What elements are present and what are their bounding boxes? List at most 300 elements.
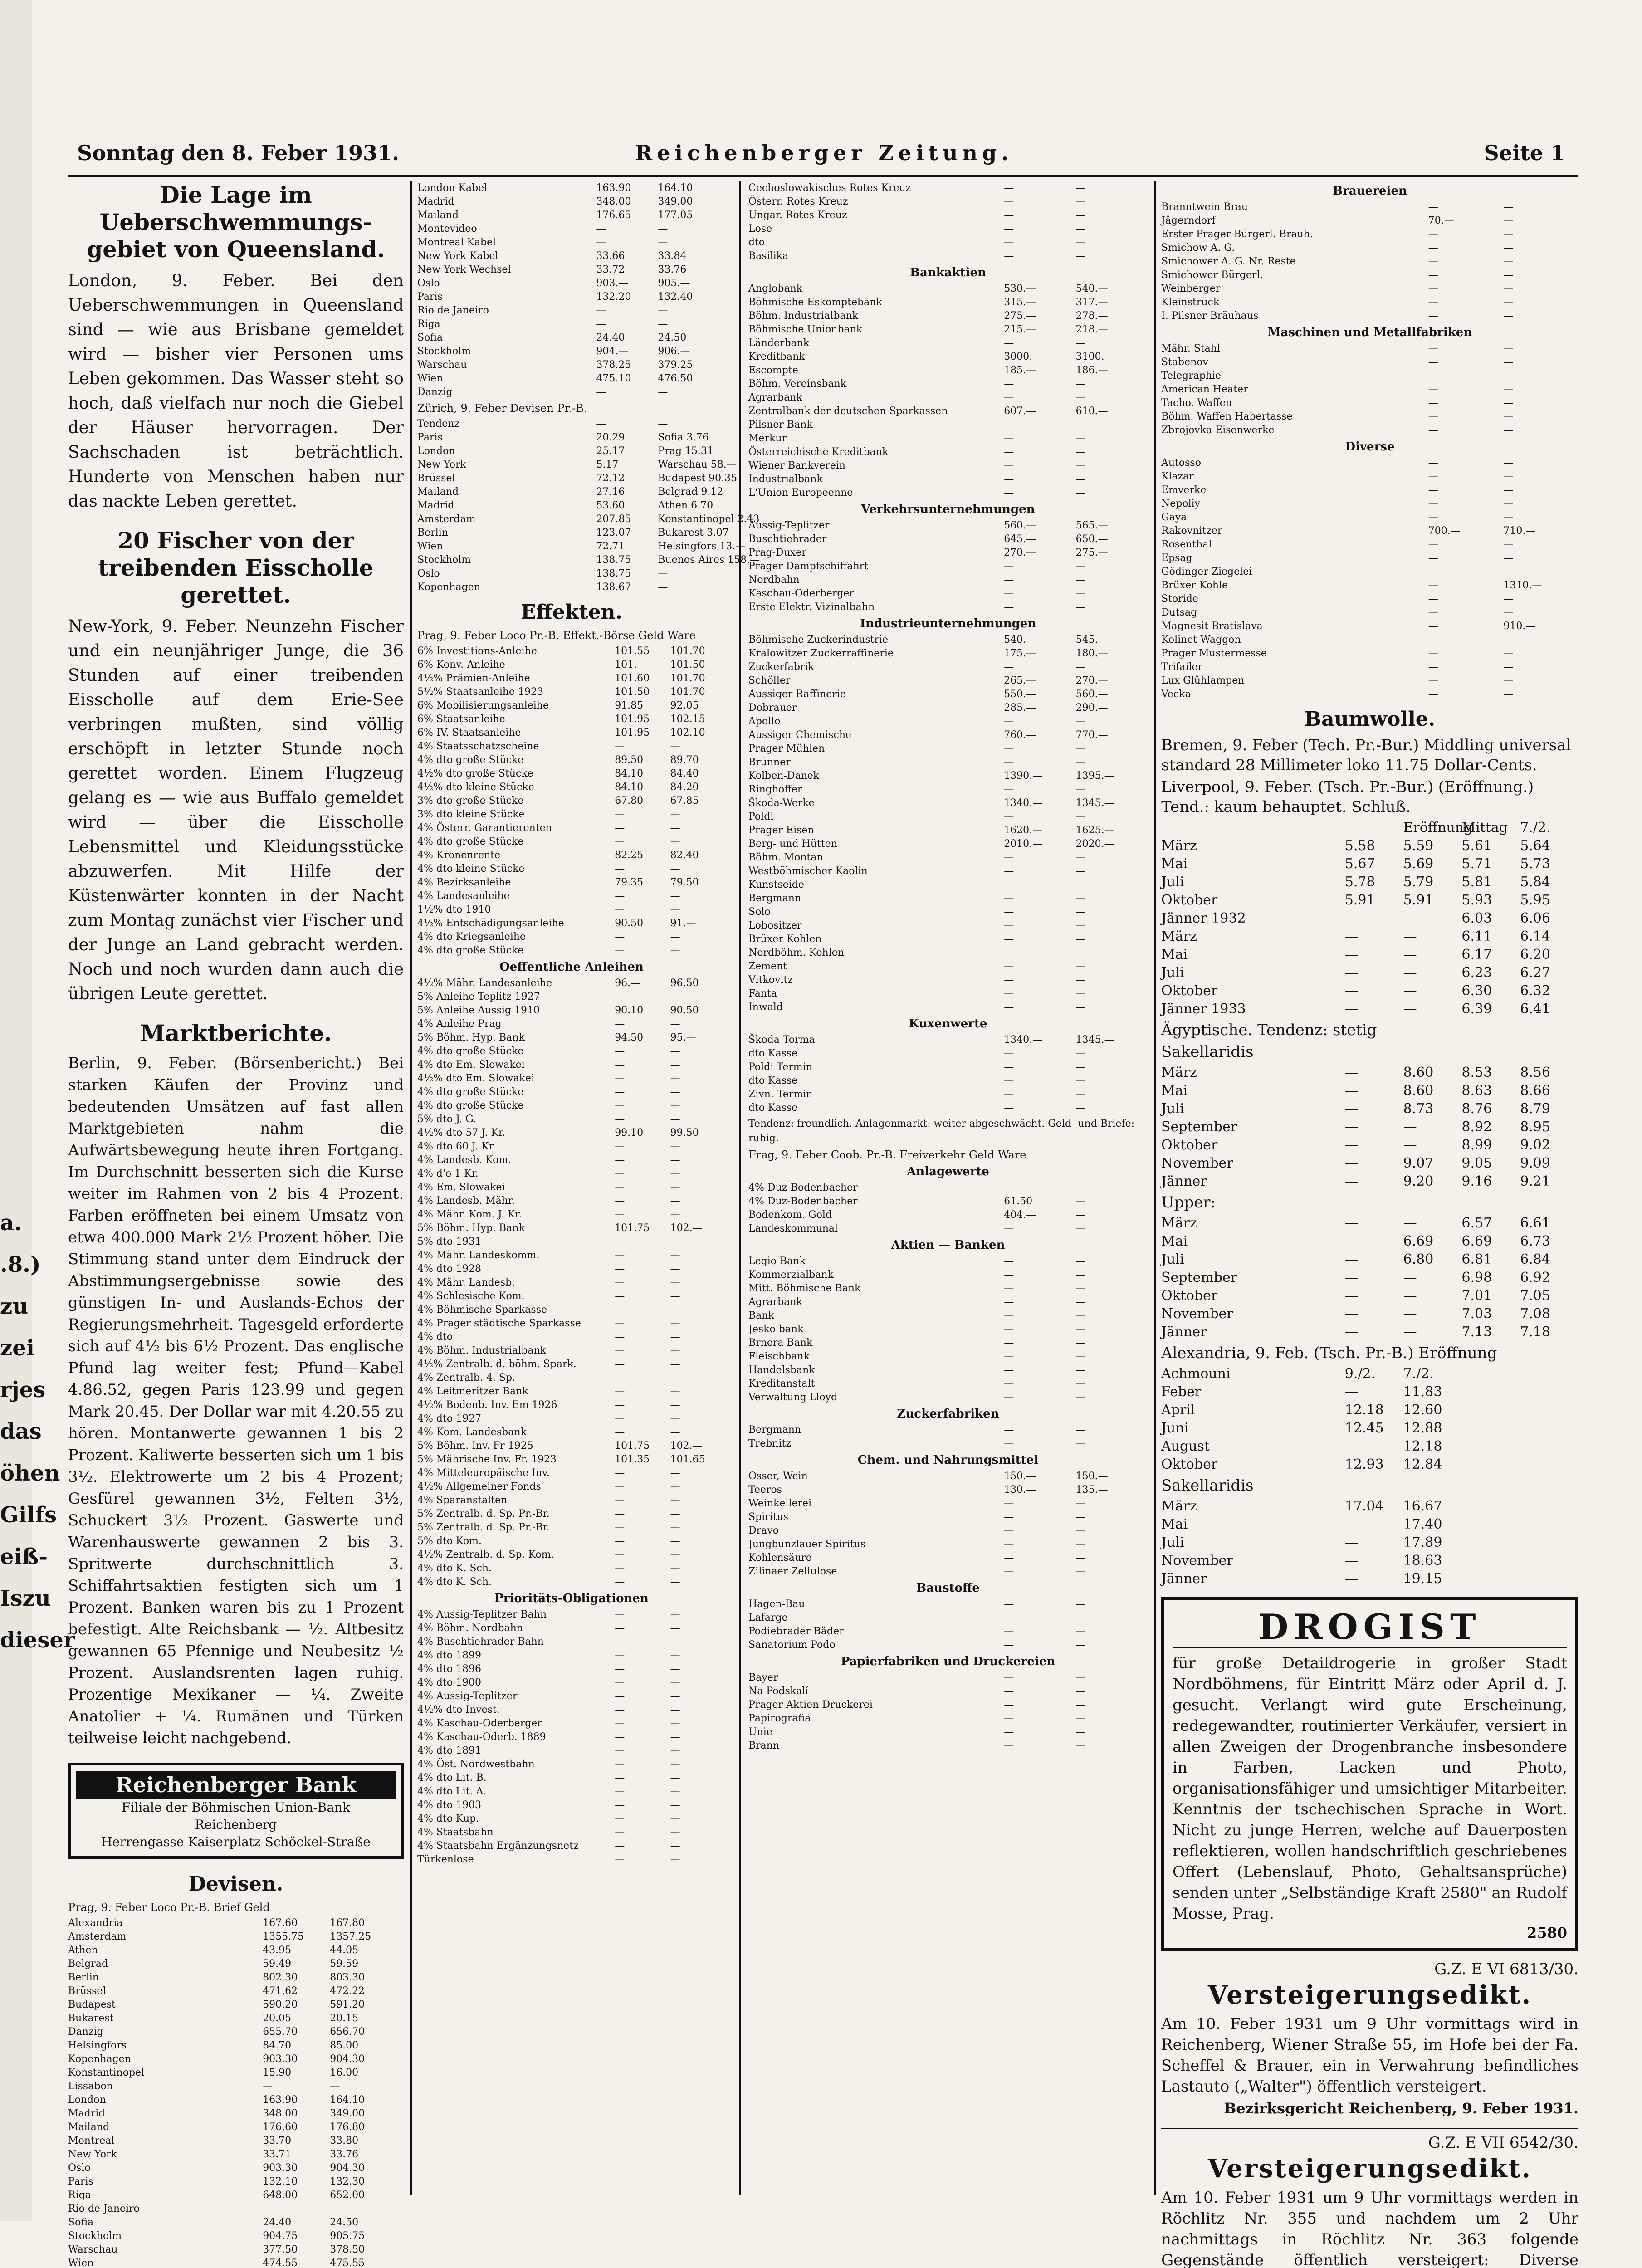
table-row xyxy=(417,1575,726,1589)
row-value: 6.23 xyxy=(1461,965,1492,981)
row-label: Bukarest xyxy=(68,2013,114,2024)
row-value: — xyxy=(615,890,625,902)
row-value: 1357.25 xyxy=(330,1931,371,1942)
row-value: 378.50 xyxy=(330,2244,365,2255)
margin-fragment: dieser xyxy=(0,1628,75,1653)
table-row xyxy=(1161,1154,1578,1173)
row-value: — xyxy=(1075,865,1086,877)
row-label: Mailand xyxy=(417,210,459,221)
table-row xyxy=(417,553,760,567)
row-value: — xyxy=(1428,471,1438,482)
row-value: 565.— xyxy=(1075,520,1108,531)
table-row xyxy=(417,1085,726,1099)
row-value: 12.88 xyxy=(1403,1420,1442,1436)
row-value: 317.— xyxy=(1075,297,1108,308)
table-row xyxy=(748,960,1148,973)
row-value: — xyxy=(1075,1089,1086,1100)
row-label: April xyxy=(1161,1402,1195,1418)
row-value: — xyxy=(1075,1438,1086,1449)
row-label: dto Kasse xyxy=(748,1048,798,1059)
row-label: Ungar. Rotes Kreuz xyxy=(748,210,847,221)
row-value: — xyxy=(1075,561,1086,572)
row-value: — xyxy=(615,1522,625,1533)
row-value: — xyxy=(670,1854,680,1865)
table-row xyxy=(417,195,726,209)
table-row xyxy=(748,432,1148,445)
row-label: Montreal Kabel xyxy=(417,237,496,248)
row-value: — xyxy=(658,305,668,316)
row-value: — xyxy=(1004,1525,1014,1536)
row-value: — xyxy=(670,1018,680,1030)
row-label: 6% Staatsanleihe xyxy=(417,714,505,725)
margin-fragment: öhen xyxy=(0,1461,60,1486)
row-value: 67.80 xyxy=(615,795,644,807)
row-value: — xyxy=(615,1759,625,1770)
row-value: — xyxy=(615,1154,625,1166)
table-row xyxy=(417,1758,726,1771)
row-value: — xyxy=(615,1086,625,1098)
table-row xyxy=(68,2066,404,2080)
row-value: 560.— xyxy=(1004,520,1036,531)
column-head: Mittag xyxy=(1461,820,1508,836)
table-row xyxy=(1161,1401,1578,1419)
row-value: 348.00 xyxy=(263,2108,298,2119)
row-value: — xyxy=(1004,757,1014,768)
row-label: 4% Staatsbahn xyxy=(417,1827,494,1838)
table-row xyxy=(748,364,1148,377)
row-value: — xyxy=(1075,1639,1086,1651)
row-value: — xyxy=(615,1236,625,1247)
row-value: — xyxy=(1004,1002,1014,1013)
row-value: — xyxy=(670,1508,680,1520)
row-value: — xyxy=(1503,498,1514,509)
margin-fragment: rjes xyxy=(0,1377,46,1403)
row-label: Na Podskalí xyxy=(748,1686,809,1697)
table-row xyxy=(1161,511,1578,524)
row-value: 167.60 xyxy=(263,1917,298,1929)
row-value: — xyxy=(1503,675,1514,686)
table-header: Zürich, 9. Feber Devisen Pr.-B. xyxy=(417,402,587,415)
row-value: 1345.— xyxy=(1075,797,1114,809)
row-value: 6.11 xyxy=(1461,929,1492,944)
row-value: 138.75 xyxy=(596,554,631,566)
row-label: 3% dto kleine Stücke xyxy=(417,809,525,820)
row-value: 8.56 xyxy=(1520,1065,1550,1080)
row-label: Fleischbank xyxy=(748,1351,810,1362)
row-value: — xyxy=(1004,460,1014,471)
row-label: 4% dto große Stücke xyxy=(417,754,524,766)
table-row xyxy=(417,1412,726,1426)
row-value: — xyxy=(1344,1173,1359,1189)
row-value: — xyxy=(1075,1539,1086,1550)
ad-number: 2580 xyxy=(1526,1924,1567,1941)
row-value: — xyxy=(1004,893,1014,904)
row-value: 1340.— xyxy=(1004,1034,1043,1046)
table-row xyxy=(1161,524,1578,538)
row-value: — xyxy=(1004,1566,1014,1577)
row-value: — xyxy=(1344,1137,1359,1153)
row-label: Dutsag xyxy=(1161,607,1197,618)
row-label: 4% Aussig-Teplitzer Bahn xyxy=(417,1609,547,1620)
row-value: — xyxy=(1004,906,1014,918)
row-value: — xyxy=(1503,343,1514,354)
table-row xyxy=(748,1377,1148,1391)
row-label: Böhm. Waffen Habertasse xyxy=(1161,411,1293,422)
row-value: 91.— xyxy=(670,918,696,929)
table-row xyxy=(748,905,1148,919)
row-value: — xyxy=(596,237,606,248)
table-row xyxy=(68,2012,404,2025)
row-value: 12.18 xyxy=(1344,1402,1384,1418)
row-label: Kolben-Danek xyxy=(748,770,820,782)
row-value: — xyxy=(670,741,680,752)
row-value: — xyxy=(1344,983,1359,999)
row-value: — xyxy=(670,1073,680,1084)
row-value: — xyxy=(658,223,668,235)
table-row xyxy=(1161,255,1578,269)
row-label: Smichower Bürgerl. xyxy=(1161,269,1263,281)
table-subhead: Kuxenwerte xyxy=(909,1017,987,1031)
table-row xyxy=(748,1364,1148,1377)
row-value: — xyxy=(1344,1065,1359,1080)
row-value: 102.10 xyxy=(670,727,705,738)
row-value: 176.80 xyxy=(330,2121,365,2133)
row-value: — xyxy=(615,1209,625,1220)
row-value: — xyxy=(1428,661,1438,673)
margin-fragment: das xyxy=(0,1419,42,1444)
row-label: 4% dto 60 J. Kr. xyxy=(417,1141,496,1152)
row-value: 5.91 xyxy=(1344,892,1375,908)
table-row xyxy=(68,1957,404,1971)
row-value: 7.13 xyxy=(1461,1324,1492,1340)
row-value: — xyxy=(1004,1392,1014,1403)
row-label: 4% dto 1928 xyxy=(417,1263,482,1275)
row-value: 5.91 xyxy=(1403,892,1434,908)
table-row xyxy=(1161,228,1578,241)
table-row xyxy=(417,1317,726,1330)
row-value: — xyxy=(1503,512,1514,523)
row-label: Böhm. Industrialbank xyxy=(748,310,859,322)
table-row xyxy=(417,1548,726,1562)
margin-fragment: eiß- xyxy=(0,1544,48,1569)
table-row xyxy=(417,581,726,594)
row-value: — xyxy=(1428,484,1438,496)
row-label: Montevideo xyxy=(417,223,477,235)
row-label: 5% dto Kom. xyxy=(417,1535,482,1547)
row-label: 4% dto 1900 xyxy=(417,1677,482,1688)
table-row xyxy=(1161,497,1578,511)
table-row xyxy=(1161,282,1578,296)
row-value: — xyxy=(1428,675,1438,686)
row-label: März xyxy=(1161,929,1197,944)
row-label: Trebnitz xyxy=(748,1438,791,1449)
row-label: 4% Kaschau-Oderberger xyxy=(417,1718,542,1729)
row-value: — xyxy=(1075,433,1086,444)
table-row xyxy=(1161,1437,1578,1456)
row-label: Oslo xyxy=(417,568,440,579)
row-label: 4½% Bodenb. Inv. Em 1926 xyxy=(417,1399,557,1411)
table-row xyxy=(417,685,726,699)
row-value: — xyxy=(615,945,625,956)
row-value: — xyxy=(1004,223,1014,235)
row-value: Buenos Aires 158.— xyxy=(658,554,760,566)
row-label: 4% dto große Stücke xyxy=(417,1046,524,1057)
row-value: — xyxy=(658,582,668,593)
table-row xyxy=(1161,484,1578,497)
row-value: 648.00 xyxy=(263,2190,298,2201)
row-value: — xyxy=(615,1372,625,1383)
row-label: L'Union Européenne xyxy=(748,487,853,499)
row-value: — xyxy=(670,1154,680,1166)
row-label: Weinkellerei xyxy=(748,1498,812,1509)
row-value: — xyxy=(1503,539,1514,550)
cotton-column-heads xyxy=(1161,819,1578,837)
row-value: — xyxy=(670,809,680,820)
row-label: 4% Sparanstalten xyxy=(417,1495,508,1506)
row-value: — xyxy=(1075,1182,1086,1193)
row-label: Aussiger Chemische xyxy=(748,729,852,741)
row-label: Agrarbank xyxy=(748,1296,802,1308)
row-value: 5.79 xyxy=(1403,874,1434,890)
row-value: — xyxy=(670,863,680,875)
row-value: — xyxy=(1075,1552,1086,1564)
row-value: — xyxy=(670,1168,680,1179)
row-label: Oslo xyxy=(417,278,440,289)
row-value: — xyxy=(1075,1566,1086,1577)
table-row xyxy=(748,933,1148,946)
table-row xyxy=(1161,1064,1578,1082)
row-value: — xyxy=(1075,716,1086,727)
row-value: 33.84 xyxy=(658,250,687,262)
table-row xyxy=(417,1507,726,1521)
row-label: Berlin xyxy=(417,527,448,538)
row-label: Papirografia xyxy=(748,1713,811,1724)
row-value: 92.05 xyxy=(670,700,699,711)
table-row xyxy=(68,2121,404,2134)
table-row xyxy=(68,2202,404,2216)
table-row xyxy=(748,296,1148,309)
row-value: 607.— xyxy=(1004,406,1036,417)
row-value: — xyxy=(615,1250,625,1261)
row-label: Rakovnitzer xyxy=(1161,525,1222,537)
row-label: New York xyxy=(417,459,466,470)
alexandria-head: Alexandria, 9. Feb. (Tsch. Pr.-B.) Eröffnung xyxy=(1161,1344,1497,1362)
row-label: 4½% dto Invest. xyxy=(417,1704,500,1716)
row-value: Konstantinopel 2.43 xyxy=(658,513,760,525)
row-value: — xyxy=(1503,397,1514,409)
row-value: 6.41 xyxy=(1520,1001,1550,1017)
row-value: — xyxy=(1004,1283,1014,1294)
section-title: Devisen. xyxy=(188,1872,283,1896)
zurich-table xyxy=(417,417,760,594)
row-value: — xyxy=(670,1786,680,1797)
table-row xyxy=(68,2093,404,2107)
row-label: 1½% dto 1910 xyxy=(417,904,491,915)
row-label: 5% dto J. G. xyxy=(417,1114,476,1125)
row-label: 4% Leitmeritzer Bank xyxy=(417,1386,528,1397)
row-label: Jänner xyxy=(1161,1173,1207,1189)
table-row xyxy=(68,2175,404,2189)
row-value: 904.— xyxy=(596,346,629,357)
row-value: — xyxy=(596,418,606,430)
row-value: 1340.— xyxy=(1004,797,1043,809)
row-value: — xyxy=(1004,433,1014,444)
row-value: — xyxy=(1075,196,1086,207)
row-value: — xyxy=(1004,961,1014,972)
row-label: Vecka xyxy=(1161,689,1191,700)
industrie-table xyxy=(748,633,1148,1014)
row-label: Oktober xyxy=(1161,1457,1218,1472)
table-row xyxy=(1161,356,1578,369)
row-value: 550.— xyxy=(1004,689,1036,700)
table-row xyxy=(417,1703,726,1717)
row-value: 5.61 xyxy=(1461,838,1492,854)
row-value: — xyxy=(670,1759,680,1770)
row-value: 150.— xyxy=(1004,1471,1036,1482)
cotton-bremen: Bremen, 9. Feber (Tech. Pr.-Bur.) Middling universal standard 28 Millimeter loko 11.75 Dollar-Cents. xyxy=(1161,736,1571,774)
row-value: — xyxy=(670,1359,680,1370)
row-value: — xyxy=(615,1168,625,1179)
row-value: — xyxy=(1004,1552,1014,1564)
row-value: — xyxy=(1344,1324,1359,1340)
row-value: 8.73 xyxy=(1403,1101,1434,1117)
row-value: Warschau 58.— xyxy=(658,459,737,470)
row-value: 6.98 xyxy=(1461,1270,1492,1286)
row-value: 404.— xyxy=(1004,1209,1036,1221)
row-label: Jänner xyxy=(1161,1571,1207,1587)
row-value: 471.62 xyxy=(263,1985,298,1997)
row-value: 99.10 xyxy=(615,1127,644,1139)
row-value: 1395.— xyxy=(1075,770,1114,782)
row-label: März xyxy=(1161,1065,1197,1080)
row-value: — xyxy=(1344,1516,1359,1532)
row-value: — xyxy=(1075,392,1086,403)
row-value: — xyxy=(615,741,625,752)
table-row xyxy=(748,973,1148,987)
row-value: — xyxy=(1503,661,1514,673)
row-value: 8.60 xyxy=(1403,1083,1434,1099)
row-value: 20.15 xyxy=(330,2013,359,2024)
row-value: 12.45 xyxy=(1344,1420,1384,1436)
row-label: Madrid xyxy=(68,2108,105,2119)
row-label: Bergmann xyxy=(748,893,801,904)
row-value: — xyxy=(1503,484,1514,496)
row-value: 378.25 xyxy=(596,359,631,371)
row-value: — xyxy=(1004,419,1014,430)
row-value: 770.— xyxy=(1075,729,1108,741)
row-value: — xyxy=(1403,1001,1417,1017)
row-value: 270.— xyxy=(1004,547,1036,558)
row-value: — xyxy=(1428,621,1438,632)
row-value: — xyxy=(1403,1306,1417,1322)
row-value: 53.60 xyxy=(596,500,625,511)
row-value: — xyxy=(615,1576,625,1588)
row-value: 82.25 xyxy=(615,850,644,861)
row-label: Madrid xyxy=(417,196,454,207)
row-value: 8.95 xyxy=(1520,1119,1550,1135)
row-value: — xyxy=(1344,929,1359,944)
column-head: 9./2. xyxy=(1344,1366,1376,1382)
row-value: Belgrad 9.12 xyxy=(658,486,723,498)
row-value: — xyxy=(1004,1048,1014,1059)
row-label: Nepoliy xyxy=(1161,498,1201,509)
row-value: — xyxy=(670,1290,680,1302)
row-value: 12.60 xyxy=(1403,1402,1442,1418)
row-label: Cechoslowakisches Rotes Kreuz xyxy=(748,182,911,194)
row-label: Prag-Duxer xyxy=(748,547,806,558)
table-row xyxy=(417,849,726,862)
ad-title: DROGIST xyxy=(1173,1607,1567,1648)
table-row xyxy=(417,417,726,431)
row-value: — xyxy=(1004,879,1014,890)
row-value: — xyxy=(615,1114,625,1125)
row-value: 33.72 xyxy=(596,264,625,275)
row-label: 5% Zentralb. d. Sp. Pr.-Br. xyxy=(417,1508,550,1520)
row-label: Buschtiehrader xyxy=(748,533,827,545)
row-value: — xyxy=(670,1236,680,1247)
table-row xyxy=(1161,688,1578,701)
row-value: 5.59 xyxy=(1403,838,1434,854)
table-row xyxy=(68,2053,404,2066)
sakel-head: Sakellaridis xyxy=(1161,1043,1254,1061)
table-row xyxy=(417,1371,726,1385)
row-value: — xyxy=(1004,1223,1014,1234)
table-row xyxy=(417,318,726,331)
row-value: — xyxy=(670,1522,680,1533)
row-value: — xyxy=(1004,1539,1014,1550)
table-row xyxy=(417,699,726,713)
row-value: — xyxy=(670,1086,680,1098)
row-value: — xyxy=(1503,297,1514,308)
row-value: — xyxy=(1075,1269,1086,1281)
row-value: 3100.— xyxy=(1075,351,1114,362)
row-label: Autosso xyxy=(1161,457,1201,469)
table-row xyxy=(1161,200,1578,214)
row-value: — xyxy=(1004,574,1014,586)
row-value: — xyxy=(1503,370,1514,381)
row-value: 377.50 xyxy=(263,2244,298,2255)
row-value: — xyxy=(1004,1612,1014,1623)
row-value: — xyxy=(1075,1740,1086,1751)
table-row xyxy=(1161,1515,1578,1534)
row-value: 8.99 xyxy=(1461,1137,1492,1153)
table-row xyxy=(417,1649,726,1662)
table-row xyxy=(68,2148,404,2161)
row-label: 4% dto große Stücke xyxy=(417,1086,524,1098)
row-value: — xyxy=(1344,1384,1359,1400)
table-subhead: Maschinen und Metallfabriken xyxy=(1267,326,1472,339)
row-value: 710.— xyxy=(1503,525,1536,537)
row-value: — xyxy=(670,904,680,915)
row-value: — xyxy=(1503,593,1514,605)
table-row xyxy=(417,835,726,849)
row-value: — xyxy=(670,822,680,834)
row-value: — xyxy=(670,991,680,1002)
column-rule xyxy=(1154,181,1156,2195)
row-value: 290.— xyxy=(1075,702,1108,714)
table-row xyxy=(417,290,726,304)
table-row xyxy=(417,1839,726,1853)
row-value: — xyxy=(1004,852,1014,863)
row-value: 72.12 xyxy=(596,473,625,484)
table-subhead: Papierfabriken und Druckereien xyxy=(841,1655,1056,1668)
row-label: Paris xyxy=(68,2176,93,2187)
row-value: — xyxy=(1004,601,1014,613)
table-row xyxy=(1161,1419,1578,1437)
row-label: Poldi xyxy=(748,811,774,822)
row-value: — xyxy=(1075,446,1086,458)
row-label: Zement xyxy=(748,961,787,972)
